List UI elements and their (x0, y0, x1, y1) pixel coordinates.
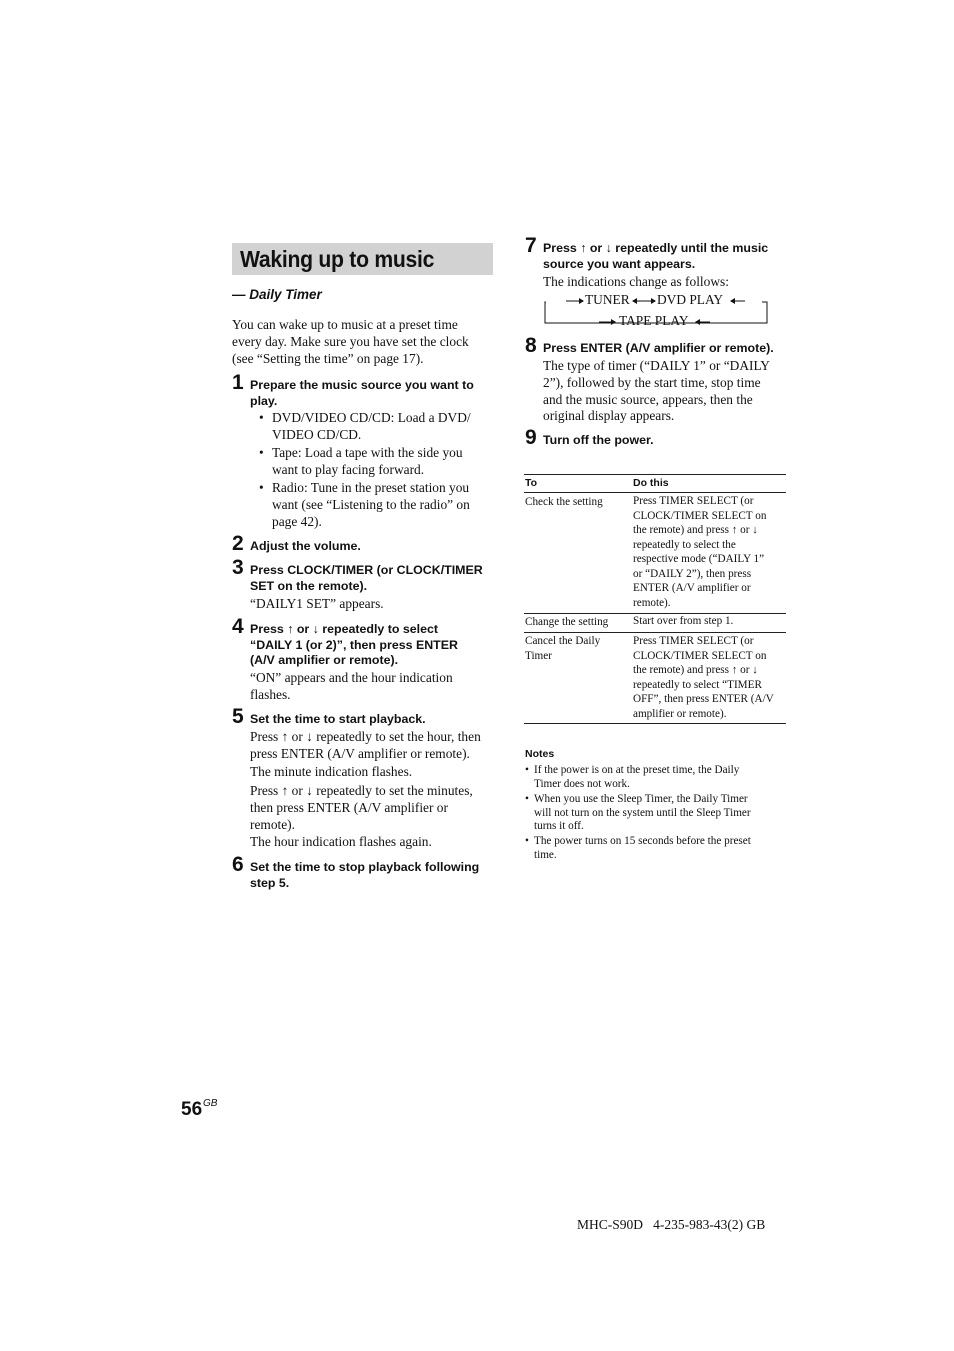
model-footer: MHC-S90D 4-235-983-43(2) GB (577, 1217, 766, 1232)
step-8-text: The type of timer (“DAILY 1” or “DAILY 2”), followed by the start time, stop time and the music source, appears, then the original display appears. (543, 358, 770, 424)
note-item: • When you use the Sleep Timer, the Daily Timer will not turn on the system until the Sleep Timer turns it off. (525, 793, 751, 833)
table-cell-do: Press TIMER SELECT (or CLOCK/TIMER SELECT on the remote) and press ↑ or ↓ repeatedly to select the respective mode (“DAILY 1” or “DAILY 2”), then press ENTER (A/V amplifier or remote). (633, 495, 767, 609)
table-cell-to: Check the setting (525, 496, 603, 508)
page-number-suffix: GB (203, 1098, 218, 1109)
page-subtitle: — Daily Timer (232, 287, 322, 302)
step-1-bullet: • Tape: Load a tape with the side you want to play facing forward. (259, 445, 463, 477)
table-bottom-rule (524, 723, 786, 724)
step-8-number: 8 (525, 334, 537, 357)
step-5-paragraph: The hour indication flashes again. (250, 834, 432, 849)
step-5-number: 5 (232, 705, 244, 728)
arrowhead-icon (632, 298, 637, 304)
step-5-paragraph: Press ↑ or ↓ repeatedly to set the hour, then press ENTER (A/V amplifier or remote). (250, 729, 481, 761)
table-header-do: Do this (633, 477, 669, 489)
intro-paragraph: You can wake up to music at a preset time every day. Make sure you have set the clock (see “Setting the time” on page 17). (232, 317, 469, 366)
step-9-number: 9 (525, 426, 537, 449)
step-5-heading: Set the time to start playback. (250, 712, 426, 726)
note-item: • If the power is on at the preset time, the Daily Timer does not work. (525, 764, 740, 790)
step-2-heading: Adjust the volume. (250, 539, 361, 553)
page-number: 56 (181, 1099, 203, 1120)
arrowhead-icon (579, 298, 584, 304)
step-7-text: The indications change as follows: (543, 274, 729, 289)
step-4-number: 4 (232, 615, 244, 638)
table-header-to: To (525, 477, 538, 489)
step-6-heading: Set the time to stop playback following step 5. (250, 860, 480, 890)
table-top-rule (524, 474, 786, 475)
step-7-heading: Press ↑ or ↓ repeatedly until the music source you want appears. (543, 241, 769, 271)
step-4-text: “ON” appears and the hour indication flashes. (250, 670, 453, 702)
notes-heading: Notes (525, 748, 555, 760)
table-cell-do: Start over from step 1. (633, 615, 734, 627)
arrowhead-icon (611, 319, 616, 325)
table-cell-to: Change the setting (525, 616, 609, 628)
step-1-heading: Prepare the music source you want to play. (250, 378, 474, 408)
table-cell-do: Press TIMER SELECT (or CLOCK/TIMER SELECT on the remote) and press ↑ or ↓ repeatedly to select “TIMER OFF”, then press ENTER (A/V amplifier or remote). (633, 635, 774, 720)
step-6-number: 6 (232, 853, 244, 876)
diagram-tuner-label: TUNER (585, 292, 630, 307)
step-1-number: 1 (232, 371, 244, 394)
diagram-tape-label: TAPE PLAY (619, 313, 689, 328)
arrowhead-icon (730, 298, 735, 304)
step-2-number: 2 (232, 532, 244, 555)
step-3-text: “DAILY1 SET” appears. (250, 596, 384, 611)
page-title: Waking up to music (240, 246, 435, 272)
table-row-rule (524, 632, 786, 633)
step-7-number: 7 (525, 234, 537, 257)
step-3-heading: Press CLOCK/TIMER (or CLOCK/TIMER SET on the remote). (250, 563, 483, 593)
step-9-heading: Turn off the power. (543, 433, 654, 447)
table-cell-to: Cancel the Daily Timer (525, 635, 601, 662)
step-1-bullet: • Radio: Tune in the preset station you want (see “Listening to the radio” on page 42). (259, 480, 470, 529)
step-3-number: 3 (232, 556, 244, 579)
step-5-paragraph: The minute indication flashes. (250, 764, 413, 779)
step-4-heading: Press ↑ or ↓ repeatedly to select “DAILY 1 (or 2)”, then press ENTER (A/V amplifier or remote). (250, 622, 458, 667)
step-1-bullet: • DVD/VIDEO CD/CD: Load a DVD/ VIDEO CD/CD. (259, 410, 471, 442)
step-5-paragraph: Press ↑ or ↓ repeatedly to set the minutes, then press ENTER (A/V amplifier or remote). (250, 783, 473, 832)
arrowhead-icon (651, 298, 656, 304)
table-header-rule (524, 492, 786, 493)
diagram-dvd-label: DVD PLAY (657, 292, 724, 307)
step-8-heading: Press ENTER (A/V amplifier or remote). (543, 341, 774, 355)
arrowhead-icon (695, 319, 700, 325)
note-item: • The power turns on 15 seconds before the preset time. (525, 835, 751, 861)
